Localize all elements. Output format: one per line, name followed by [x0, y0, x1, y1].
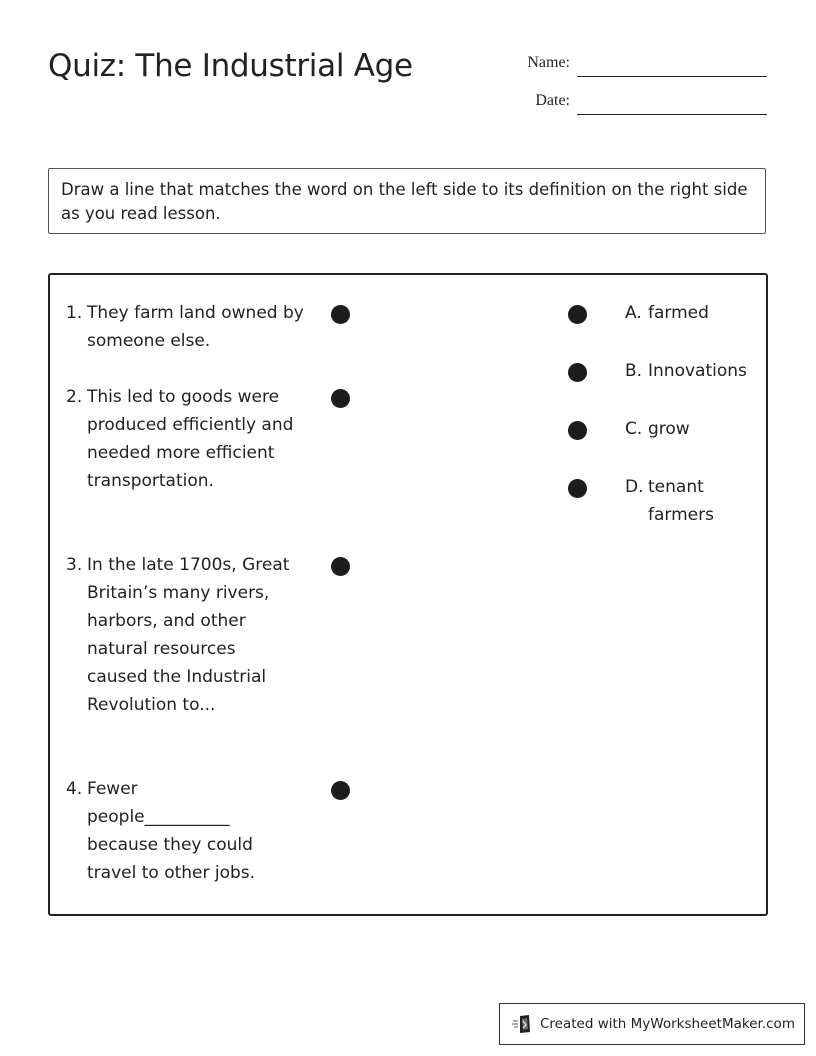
- question-2: [66, 383, 306, 495]
- question-number: 3.: [66, 555, 83, 575]
- question-number: 1.: [66, 303, 83, 323]
- credit-text: Created with MyWorksheetMaker.com: [540, 1016, 795, 1032]
- answer-a: [625, 299, 765, 327]
- date-field: [470, 92, 570, 112]
- question-text: This led to goods were produced efficiently and needed more efficient transportation.: [87, 387, 294, 491]
- answer-letter: B.: [625, 361, 643, 381]
- credit-badge[interactable]: [499, 1003, 805, 1045]
- page-title: Quiz: The Industrial Age: [48, 48, 413, 84]
- answer-text: tenant farmers: [648, 477, 714, 525]
- worksheet-logo-icon: [512, 1014, 534, 1034]
- answer-d: [625, 473, 725, 529]
- answer-c-dot[interactable]: [568, 421, 587, 440]
- answer-a-dot[interactable]: [568, 305, 587, 324]
- question-1-dot[interactable]: [331, 305, 350, 324]
- question-4-dot[interactable]: [331, 781, 350, 800]
- question-4: [66, 775, 281, 887]
- question-number: 2.: [66, 387, 83, 407]
- question-number: 4.: [66, 779, 83, 799]
- answer-letter: A.: [625, 303, 642, 323]
- question-text: Fewer people__________ because they could travel to other jobs.: [87, 779, 256, 883]
- answer-b: [625, 357, 765, 385]
- instructions-box: Draw a line that matches the word on the left side to its definition on the right side as you read lesson.: [48, 168, 766, 234]
- answer-text: Innovations: [648, 361, 747, 381]
- name-label: Name:: [527, 54, 570, 71]
- answer-letter: D.: [625, 477, 644, 497]
- answer-letter: C.: [625, 419, 643, 439]
- question-1: [66, 299, 306, 355]
- question-2-dot[interactable]: [331, 389, 350, 408]
- name-field: [470, 54, 570, 74]
- question-3: [66, 551, 298, 719]
- date-input-line[interactable]: [577, 114, 767, 115]
- question-text: In the late 1700s, Great Britain’s many rivers, harbors, and other natural resources caused the Industrial Revolution to...: [87, 555, 290, 715]
- answer-d-dot[interactable]: [568, 479, 587, 498]
- question-3-dot[interactable]: [331, 557, 350, 576]
- date-label: Date:: [535, 92, 570, 109]
- question-text: They farm land owned by someone else.: [87, 303, 304, 351]
- answer-b-dot[interactable]: [568, 363, 587, 382]
- name-input-line[interactable]: [577, 76, 767, 77]
- answer-c: [625, 415, 765, 443]
- answer-text: grow: [648, 419, 690, 439]
- answer-text: farmed: [648, 303, 709, 323]
